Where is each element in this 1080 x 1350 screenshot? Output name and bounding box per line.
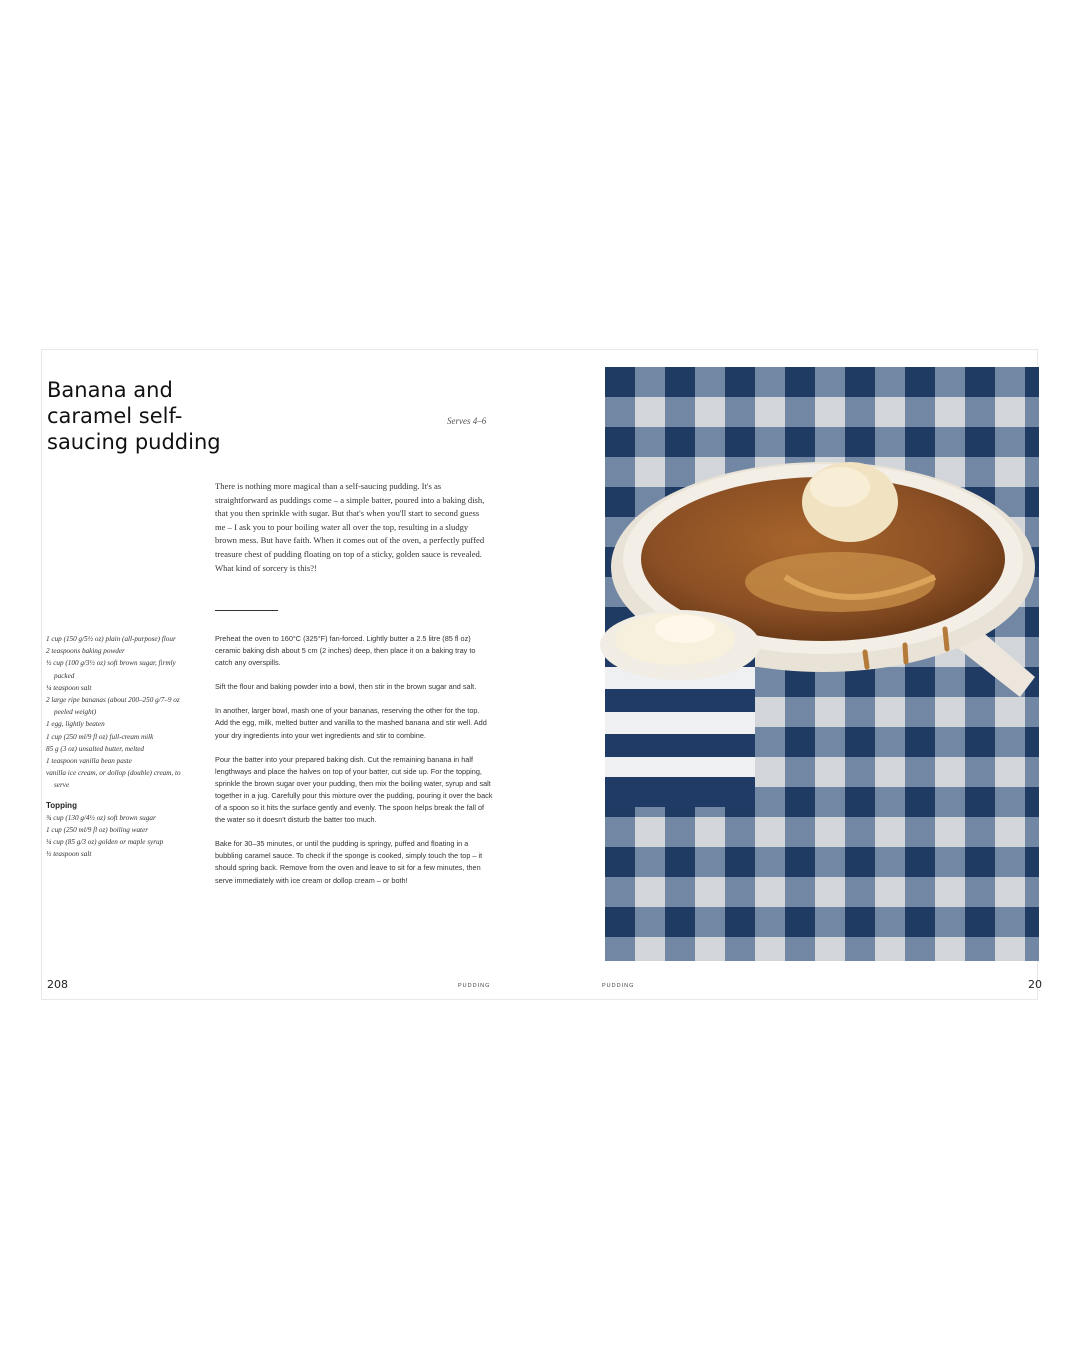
method-step: Pour the batter into your prepared baking dish. Cut the remaining banana in half lengthways and place the halves on top of your batter, cut side up. For the topping, sprinkle the brown sugar over your pudding, then mix the boiling water, syrup and salt together in a jug. Carefully pour this mixture over the pudding, pouring it over the back of a spoon so it hits the surface gently and evenly. The spoon helps break the fall of the water so it doesn't disturb the batter too much.: [215, 754, 493, 825]
pudding-illustration: [605, 367, 1039, 961]
section-divider: [215, 610, 278, 611]
ingredients-topping: [46, 812, 196, 861]
topping-item: ¼ cup (85 g/3 oz) golden or maple syrup: [46, 838, 164, 847]
ingredients-main: [46, 633, 196, 792]
book-spread: [41, 349, 1042, 1000]
ingredient-item: ¼ teaspoon salt: [46, 683, 92, 692]
method-step: Preheat the oven to 160°C (325°F) fan-forced. Lightly butter a 2.5 litre (85 fl oz) ceramic baking dish about 5 cm (2 inches) deep, then place it on a baking tray to catch any overspills.: [215, 634, 476, 668]
topping-item: ½ teaspoon salt: [46, 850, 92, 859]
recipe-title: Banana and caramel self- saucing pudding: [47, 378, 221, 454]
topping-item: 1 cup (250 ml/9 fl oz) boiling water: [46, 825, 149, 834]
ingredient-item: ½ cup (100 g/3½ oz) soft brown sugar, firmly packed: [46, 659, 176, 680]
topping-item: ¾ cup (130 g/4½ oz) soft brown sugar: [46, 813, 156, 822]
ingredient-item: 85 g (3 oz) unsalted butter, melted: [46, 744, 145, 753]
method-step: Bake for 30–35 minutes, or until the pudding is springy, puffed and floating in a bubbling caramel sauce. To check if the sponge is cooked, simply touch the top – it should spring back. Remove from the oven and leave to sit for a few minutes, then serve immediately with ice cream or dollop cream – or both!: [215, 839, 483, 885]
ingredient-item: 2 large ripe bananas (about 200–250 g/7–9 oz peeled weight): [46, 696, 180, 717]
page-number-left: 208: [47, 978, 68, 991]
recipe-intro: There is nothing more magical than a self-saucing pudding. It's as straightforward as puddings come – a simple batter, poured into a baking dish, that you then sprinkle with sugar. But that's when you'll start to second guess me – I ask you to pour boiling water all over the top, resulting in a sludgy brown mess. But have faith. When it comes out of the oven, a perfectly puffed treasure chest of pudding floating on top of a sticky, golden sauce is revealed. What kind of sorcery is this?!: [215, 481, 485, 573]
ingredient-item: 1 cup (250 ml/9 fl oz) full-cream milk: [46, 732, 154, 741]
topping-heading: Topping: [46, 800, 77, 810]
pudding-photo: [605, 367, 1039, 961]
running-footer-left: PUDDING: [458, 983, 491, 989]
serves-label: Serves 4–6: [447, 416, 487, 426]
ingredient-item: 1 teaspoon vanilla bean paste: [46, 757, 132, 766]
method-step: Sift the flour and baking powder into a bowl, then stir in the brown sugar and salt.: [215, 682, 477, 692]
ingredient-item: 2 teaspoons baking powder: [46, 647, 125, 656]
ingredients-list: [46, 633, 196, 860]
ingredient-item: 1 egg, lightly beaten: [46, 720, 105, 729]
method-step: In another, larger bowl, mash one of your bananas, reserving the other for the top. Add the egg, milk, melted butter and vanilla to the mashed banana and stir well. Add your dry ingredients into your wet ingredients and stir to combine.: [215, 706, 487, 740]
ingredient-item: vanilla ice cream, or dollop (double) cream, to serve: [46, 769, 181, 790]
page-number-right: 20: [1028, 978, 1042, 991]
ingredient-item: 1 cup (150 g/5½ oz) plain (all-purpose) flour: [46, 635, 176, 643]
method-steps: [215, 633, 493, 899]
running-footer-right: PUDDING: [602, 983, 635, 989]
